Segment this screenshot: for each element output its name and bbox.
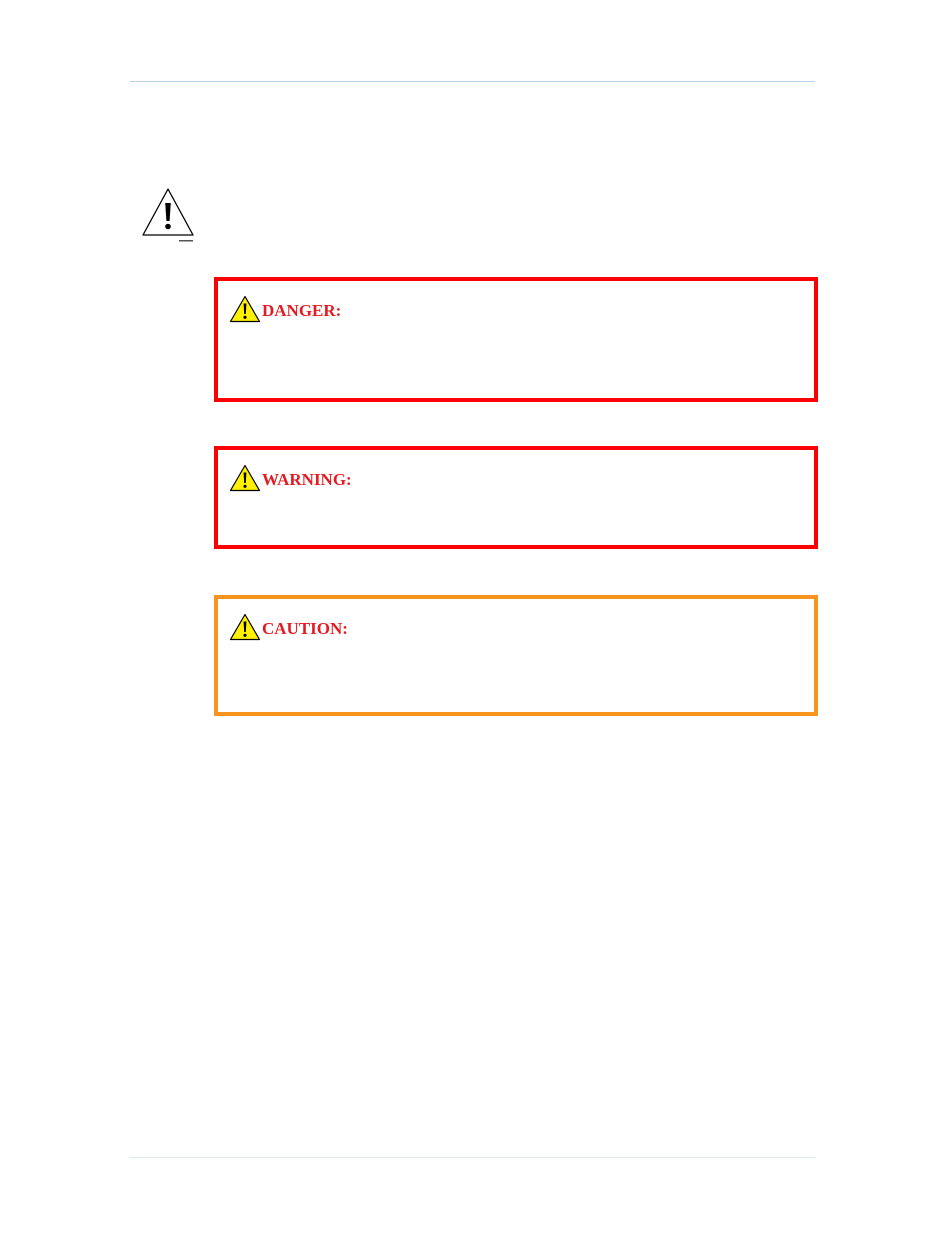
danger-notice-box: [214, 277, 818, 402]
header-rule: [130, 81, 815, 82]
caution-notice-box: [214, 595, 818, 716]
warning-label: WARNING:: [262, 470, 352, 489]
warning-triangle-icon: [229, 613, 261, 641]
warning-exclamation-icon: [140, 186, 196, 244]
danger-label: DANGER:: [262, 301, 342, 320]
warning-triangle-icon: [229, 464, 261, 492]
warning-notice-box: [214, 446, 818, 549]
warning-triangle-icon: [229, 295, 261, 323]
danger-notice-heading: [229, 295, 341, 323]
warning-notice-heading: [229, 464, 352, 492]
caution-label: CAUTION:: [262, 619, 348, 638]
footer-rule: [130, 1157, 815, 1158]
caution-notice-heading: [229, 613, 348, 641]
safety-alert-symbol: [140, 186, 196, 244]
